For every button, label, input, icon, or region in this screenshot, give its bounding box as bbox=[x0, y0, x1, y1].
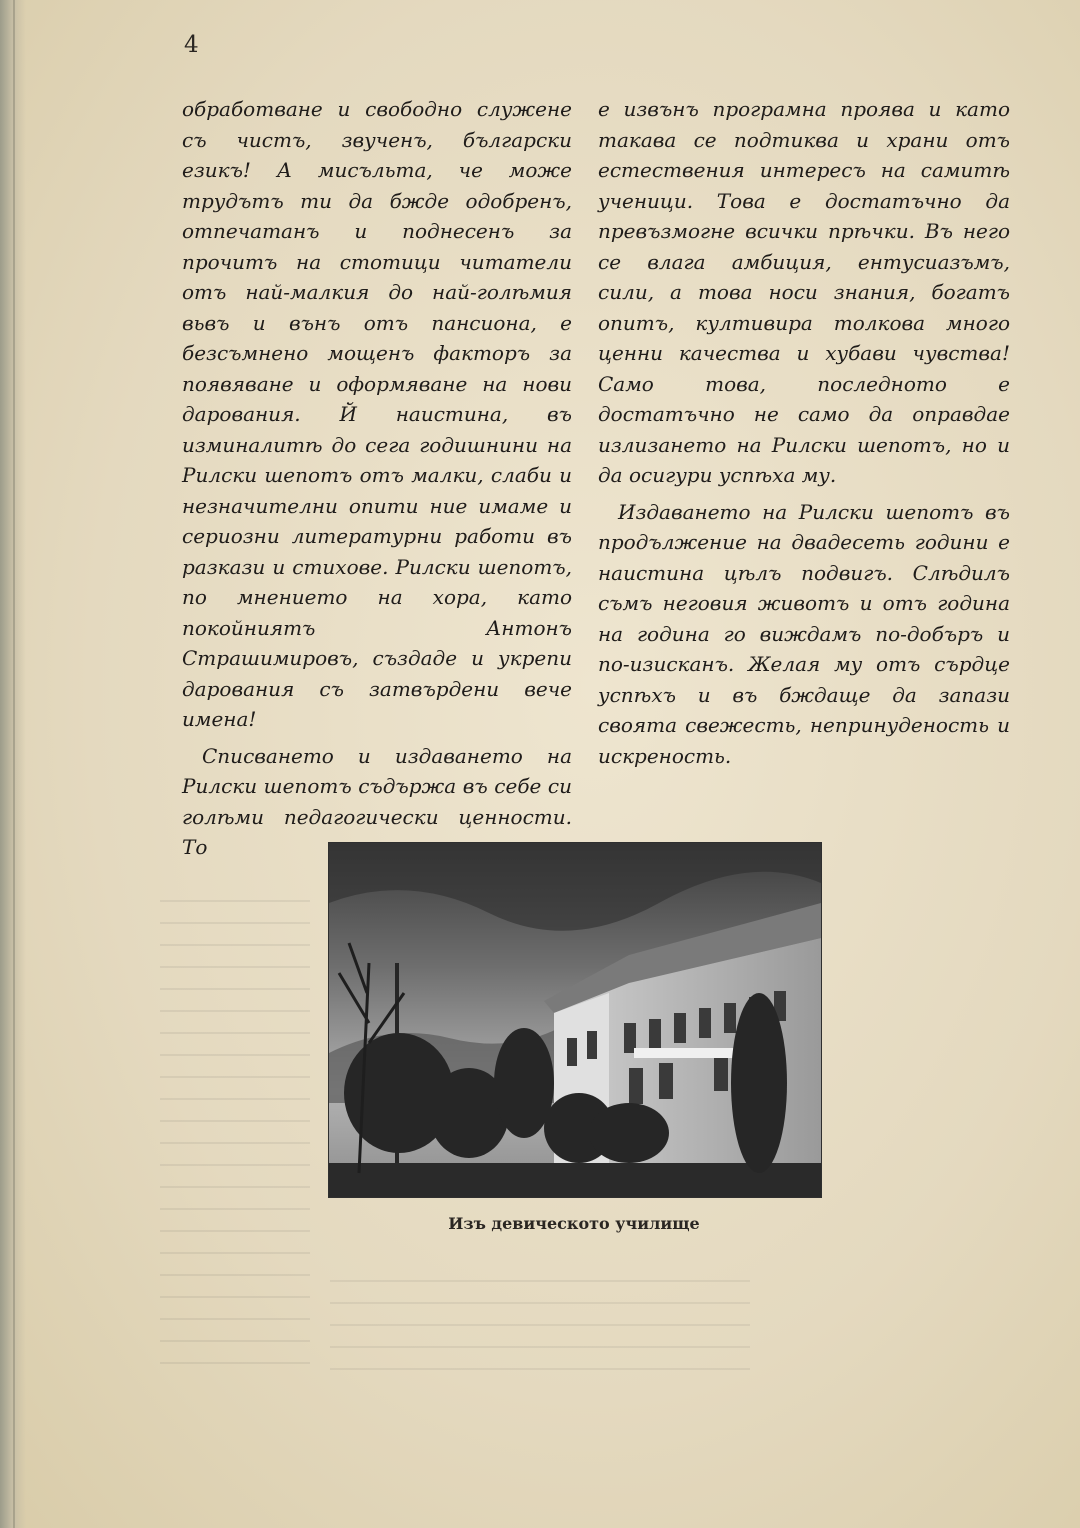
right-column bbox=[598, 94, 1010, 771]
right-paragraph-2: Издаването на Рилски шепотъ въ продължение на двадесеть години е наистина цѣлъ подвигъ. Слѣдилъ съмъ неговия животъ и отъ година на година го виждамъ по-добъръ и по-изисканъ. Желая му отъ сърдце успѣхъ и въ бждаще да запази своята свежесть, непринуденость и искреность. bbox=[598, 499, 1010, 768]
school-building-photo bbox=[328, 842, 822, 1198]
page-number: 4 bbox=[184, 32, 199, 58]
photo-balcony bbox=[634, 1048, 744, 1058]
left-column bbox=[182, 94, 572, 863]
show-through-text-bottom bbox=[330, 1280, 750, 1390]
left-paragraph-1: обработване и свободно служене съ чистъ, звученъ, български езикъ! А мисъльта, че може трудътъ ти да бжде одобренъ, отпечатанъ и поднесенъ за прочитъ на стотици читатели отъ най-малкия до най-голѣмия вьвъ и вънъ отъ пансиона, е безсъмнено мощенъ факторъ за появяване и оформяване на нови дарования. Й наистина, въ изминалитѣ до сега годишнини на Рилски шепотъ отъ малки, слаби и незначителни опити ние имаме и сериозни литературни работи въ разкази и стихове. Рилски шепотъ, по мнението на хора, като покойниятъ Антонъ Страшимировъ, създаде и укрепи дарования съ затвърдени вече имена! bbox=[182, 97, 572, 731]
photo-caption: Изъ девическото училище bbox=[448, 1214, 700, 1233]
spine-line bbox=[13, 0, 15, 1528]
left-paragraph-2: Списването и издаването на Рилски шепотъ съдържа въ себе си голѣми педагогически ценности. То bbox=[182, 743, 572, 859]
show-through-text bbox=[160, 900, 310, 1380]
photo-ground bbox=[329, 1163, 821, 1197]
right-paragraph-1: е извънъ програмна проява и като такава се подтиква и храни отъ естествения интересъ на самитѣ ученици. Това е достатъчно да превъзмогне всички прѣчки. Въ него се влага амбиция, ентусиазъмъ, сили, а това носи знания, богатъ опитъ, култивира толкова много ценни качества и хубави чувства! Само това, последното е достатъчно не само да оправдае излизането на Рилски шепотъ, но и да осигури успѣха му. bbox=[598, 97, 1010, 487]
